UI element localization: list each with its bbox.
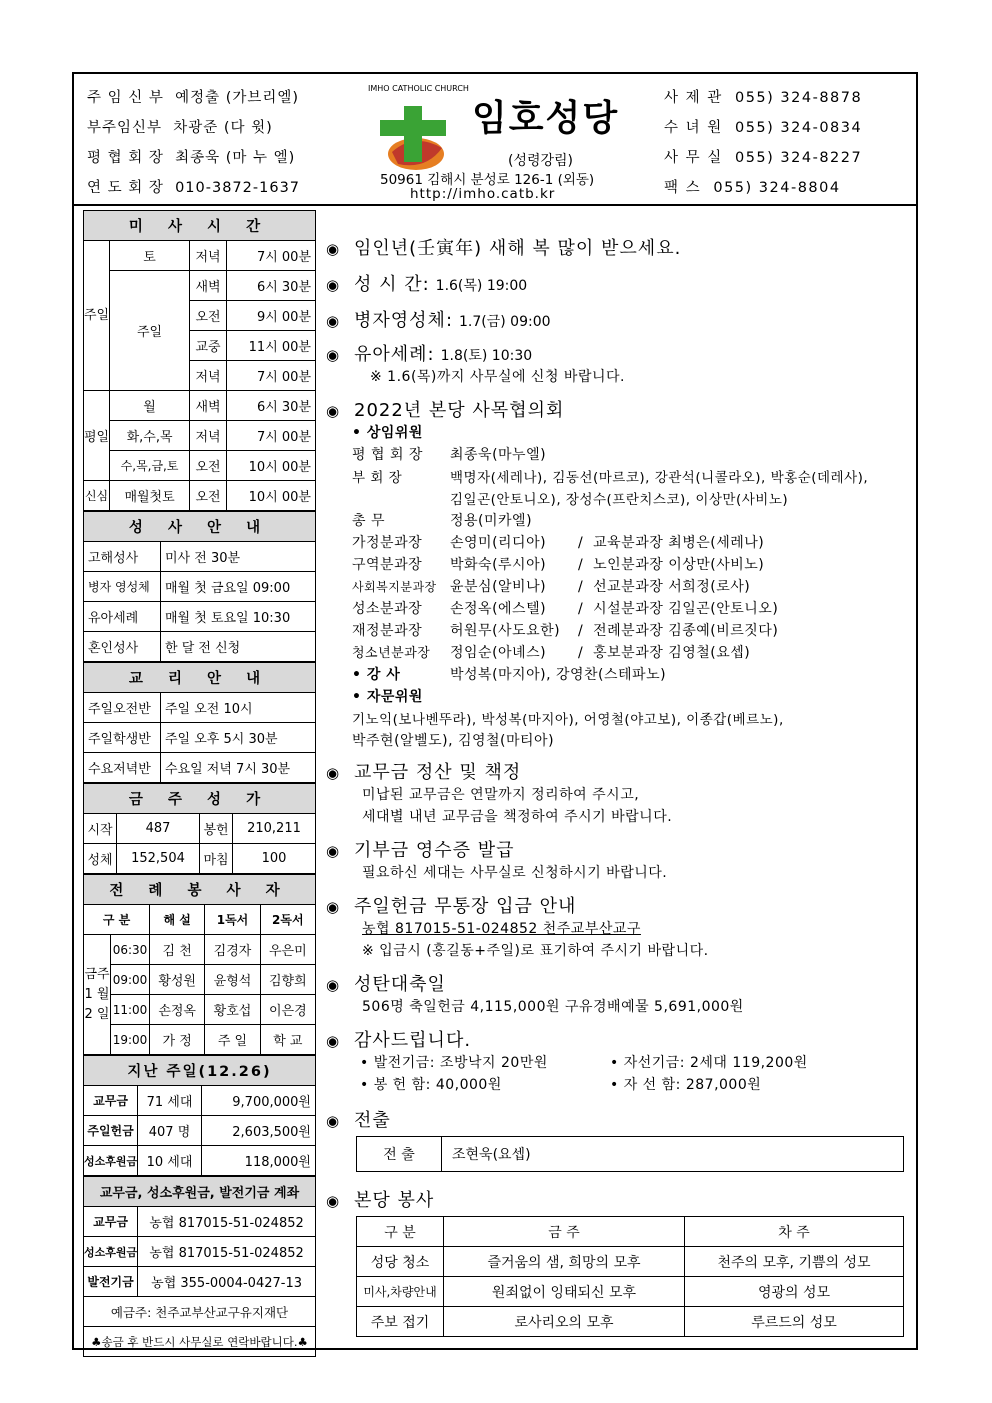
council-lecturer: • 강 사 박성복(마지아), 강영찬(스테파노) (352, 667, 667, 683)
sacrament-value: 매월 첫 금요일 09:00 (161, 572, 316, 602)
mass-slot: 새벽 (190, 391, 227, 421)
mass-slot: 저녁 (190, 241, 227, 271)
mass-time: 7시 00분 (227, 241, 316, 271)
left-column (83, 210, 316, 1357)
servers-reader1: 주 일 (205, 1025, 260, 1055)
last-week-label: 성소후원금 (84, 1146, 138, 1176)
last-week-table (83, 1055, 316, 1176)
doctrine-table (83, 662, 316, 783)
mass-day: 토 (110, 241, 190, 271)
council-line: 총 무 정용(미카엘) (352, 513, 533, 529)
servers-header: 구 분 (84, 905, 150, 935)
service-this-week: 즐거움의 샘, 희망의 모후 (444, 1247, 685, 1277)
service-kind: 미사,차량안내 (357, 1277, 444, 1307)
council-standing: • 상임위원 (352, 425, 423, 441)
council-line: 평 협 회 장 최종욱(마누엘) (352, 447, 547, 463)
hymn-table (83, 783, 316, 874)
last-week-amount: 118,000원 (201, 1146, 315, 1176)
servers-header: 1독서 (205, 905, 260, 935)
servers-reader1: 김경자 (205, 935, 260, 965)
notice-receipt: ◉ 기부금 영수증 발급 (326, 840, 515, 861)
mass-slot: 교중 (190, 331, 227, 361)
last-week-label: 교무금 (84, 1086, 138, 1116)
last-week-count: 407 명 (138, 1116, 202, 1146)
council-advisory-line: 박주현(알벨도), 김영철(마티아) (352, 733, 555, 749)
notice-service: ◉ 본당 봉사 (326, 1190, 435, 1211)
council-advisory-line: 기노익(보나벤뚜라), 박성복(마지아), 어영철(야고보), 이종갑(베르노), (352, 712, 784, 728)
devotion-group: 신심 (84, 481, 110, 511)
dues-line: 미납된 교무금은 연말까지 정리하여 주시고, (362, 787, 640, 803)
header-right-row: 수 녀 원 055) 324-0834 (664, 120, 863, 136)
hymn-value: 152,504 (117, 844, 200, 874)
servers-reader2: 김향희 (260, 965, 315, 995)
transfer-value: 조현욱(요셉) (442, 1137, 904, 1172)
hymn-title: 금 주 성 가 (84, 784, 316, 814)
account-label: 성소후원금 (84, 1237, 138, 1267)
mass-time: 11시 00분 (227, 331, 316, 361)
doctrine-value: 주일 오전 10시 (161, 693, 316, 723)
notice-newyear: ◉ 임인년(壬寅年) 새해 복 많이 받으세요. (326, 238, 682, 259)
council-dept: 재정분과장 허원무(사도요한) / 전례분과장 김종예(비르짓다) (352, 623, 779, 639)
last-week-title: 지난 주일(12.26) (84, 1056, 316, 1086)
mass-slot: 오전 (190, 481, 227, 511)
deposit-note: ※ 입금시 (홍길동+주일)로 표기하여 주시기 바랍니다. (362, 943, 709, 959)
transfer-table (356, 1136, 904, 1172)
sacrament-value: 매월 첫 토요일 10:30 (161, 602, 316, 632)
servers-reader2: 우은미 (260, 935, 315, 965)
thanks-line: • 발전기금: 조방낙지 20만원 (360, 1055, 548, 1071)
mass-slot: 저녁 (190, 361, 227, 391)
sacrament-label: 유아세례 (84, 602, 161, 632)
last-week-amount: 2,603,500원 (201, 1116, 315, 1146)
header-right-row: 사 제 관 055) 324-8878 (664, 90, 863, 106)
service-table (356, 1216, 904, 1337)
servers-title: 전 례 봉 사 자 (84, 875, 316, 905)
hymn-label: 성체 (84, 844, 117, 874)
council-dept: 구역분과장 박화숙(루시아) / 노인분과장 이상만(사비노) (352, 557, 765, 573)
hymn-value: 100 (233, 844, 316, 874)
header-left-row: 평 협 회 장 최종욱 (마 누 엘) (87, 150, 296, 166)
notice-christmas: ◉ 성탄대축일 (326, 974, 446, 995)
mass-time: 9시 00분 (227, 301, 316, 331)
service-header: 금 주 (444, 1217, 685, 1247)
mass-time: 7시 00분 (227, 361, 316, 391)
account-label: 발전기금 (84, 1267, 138, 1297)
servers-reader2: 학 교 (260, 1025, 315, 1055)
servers-reader1: 황호섭 (205, 995, 260, 1025)
church-url[interactable]: http://imho.catb.kr (410, 186, 556, 202)
notice-holy-hour: ◉ 성 시 간: 1.6(목) 19:00 (326, 274, 528, 295)
service-this-week: 원죄없이 잉태되신 모후 (444, 1277, 685, 1307)
hymn-value: 487 (117, 814, 200, 844)
doctrine-title: 교 리 안 내 (84, 663, 316, 693)
mass-day: 월 (110, 391, 190, 421)
mass-time: 6시 30분 (227, 271, 316, 301)
last-week-count: 71 세대 (138, 1086, 202, 1116)
sacrament-label: 고해성사 (84, 542, 161, 572)
servers-header: 2독서 (260, 905, 315, 935)
mass-day: 주일 (110, 271, 190, 391)
servers-commentator: 가 정 (150, 1025, 205, 1055)
last-week-amount: 9,700,000원 (201, 1086, 315, 1116)
church-subtitle: (성령강림) (508, 153, 574, 169)
mass-slot: 오전 (190, 301, 227, 331)
council-dept: 가정분과장 손영미(리디아) / 교육분과장 최병은(세레나) (352, 535, 765, 551)
hymn-label: 시작 (84, 814, 117, 844)
servers-commentator: 김 천 (150, 935, 205, 965)
sacrament-value: 한 달 전 신청 (161, 632, 316, 662)
sacrament-title: 성 사 안 내 (84, 512, 316, 542)
doctrine-value: 수요일 저녁 7시 30분 (161, 753, 316, 783)
transfer-label: 전 출 (357, 1137, 442, 1172)
notice-transfer: ◉ 전출 (326, 1110, 391, 1131)
thanks-line: • 자 선 함: 287,000원 (610, 1077, 762, 1093)
council-dept: 청소년분과장 정임순(아녜스) / 홍보분과장 김영철(요셉) (352, 645, 751, 661)
header-left-row: 부주임신부 차광준 (다 윗) (87, 120, 273, 136)
mass-title: 미 사 시 간 (84, 211, 316, 241)
sacrament-value: 미사 전 30분 (161, 542, 316, 572)
account-value: 농협 817015-51-024852 (138, 1237, 316, 1267)
mass-time: 10시 00분 (227, 451, 316, 481)
service-header: 차 주 (685, 1217, 904, 1247)
mass-time: 10시 00분 (227, 481, 316, 511)
sacrament-label: 병자 영성체 (84, 572, 161, 602)
servers-time: 19:00 (111, 1025, 150, 1055)
doctrine-label: 주일학생반 (84, 723, 161, 753)
servers-header: 해 설 (150, 905, 205, 935)
account-holder: 예금주: 천주교부산교구유지재단 (84, 1297, 316, 1327)
sacrament-label: 혼인성사 (84, 632, 161, 662)
notice-thanks: ◉ 감사드립니다. (326, 1030, 472, 1051)
servers-commentator: 황성원 (150, 965, 205, 995)
servers-time: 11:00 (111, 995, 150, 1025)
thanks-line: • 봉 헌 함: 40,000원 (360, 1077, 502, 1093)
council-advisory: • 자문위원 (352, 689, 423, 705)
service-next-week: 천주의 모후, 기쁨의 성모 (685, 1247, 904, 1277)
mass-slot: 오전 (190, 451, 227, 481)
last-week-count: 10 세대 (138, 1146, 202, 1176)
service-next-week: 루르드의 성모 (685, 1307, 904, 1337)
dues-line: 세대별 내년 교무금을 책정하여 주시기 바랍니다. (362, 809, 673, 825)
weekday-group: 평일 (84, 391, 110, 481)
servers-reader2: 이은경 (260, 995, 315, 1025)
account-label: 교무금 (84, 1207, 138, 1237)
mass-table (83, 210, 316, 511)
church-english-name: IMHO CATHOLIC CHURCH (368, 84, 469, 93)
notice-council: ◉ 2022년 본당 사목협의회 (326, 400, 565, 421)
hymn-value: 210,211 (233, 814, 316, 844)
service-kind: 주보 접기 (357, 1307, 444, 1337)
service-header: 구 분 (357, 1217, 444, 1247)
servers-group: 금주 1 월 2 일 (84, 935, 111, 1055)
servers-commentator: 손정옥 (150, 995, 205, 1025)
servers-reader1: 윤형석 (205, 965, 260, 995)
church-name: 임호성당 (472, 98, 620, 139)
notice-deposit: ◉ 주일헌금 무통장 입금 안내 (326, 896, 577, 917)
mass-time: 7시 00분 (227, 421, 316, 451)
mass-day: 화,수,목 (110, 421, 190, 451)
account-value: 농협 355-0004-0427-13 (138, 1267, 316, 1297)
deposit-account: 농협 817015-51-024852 천주교부산교구 (362, 921, 641, 937)
church-address: 50961 김해시 분성로 126-1 (외동) (380, 172, 595, 188)
mass-day: 매월첫토 (110, 481, 190, 511)
mass-day: 수,목,금,토 (110, 451, 190, 481)
mass-time: 6시 30분 (227, 391, 316, 421)
church-logo-icon (374, 102, 452, 174)
sacrament-table (83, 511, 316, 662)
mass-slot: 저녁 (190, 421, 227, 451)
hymn-label: 봉헌 (200, 814, 233, 844)
notice-infant-baptism: ◉ 유아세례: 1.8(토) 10:30 (326, 344, 533, 365)
accounts-table (83, 1176, 316, 1357)
receipt-line: 필요하신 세대는 사무실로 신청하시기 바랍니다. (362, 865, 668, 881)
mass-slot: 새벽 (190, 271, 227, 301)
service-kind: 성당 청소 (357, 1247, 444, 1277)
header-right-row: 팩 스 055) 324-8804 (664, 180, 841, 196)
account-note: ♣송금 후 반드시 사무실로 연락바랍니다.♣ (84, 1327, 316, 1357)
doctrine-label: 주일오전반 (84, 693, 161, 723)
header-left-row: 주 임 신 부 예정출 (가브리엘) (87, 90, 300, 106)
last-week-label: 주일헌금 (84, 1116, 138, 1146)
header-left-row: 연 도 회 장 010-3872-1637 (87, 180, 301, 196)
thanks-line: • 자선기금: 2세대 119,200원 (610, 1055, 808, 1071)
council-dept: 성소분과장 손정옥(에스텔) / 시설분과장 김일곤(안토니오) (352, 601, 779, 617)
council-line: 김일곤(안토니오), 장성수(프란치스코), 이상만(사비노) (450, 492, 789, 508)
doctrine-label: 수요저녁반 (84, 753, 161, 783)
notice-dues: ◉ 교무금 정산 및 책정 (326, 762, 522, 783)
notice-sick-communion: ◉ 병자영성체: 1.7(금) 09:00 (326, 310, 551, 331)
header (72, 72, 918, 206)
account-value: 농협 817015-51-024852 (138, 1207, 316, 1237)
servers-table (83, 874, 316, 1055)
accounts-title: 교무금, 성소후원금, 발전기금 계좌 (84, 1177, 316, 1207)
doctrine-value: 주일 오후 5시 30분 (161, 723, 316, 753)
servers-time: 09:00 (111, 965, 150, 995)
service-this-week: 로사리오의 모후 (444, 1307, 685, 1337)
servers-time: 06:30 (111, 935, 150, 965)
header-right-row: 사 무 실 055) 324-8227 (664, 150, 863, 166)
council-line: 부 회 장 백명자(세레나), 김동선(마르코), 강관석(니콜라오), 박홍순(데레사), (352, 470, 869, 486)
infant-note: ※ 1.6(목)까지 사무실에 신청 바랍니다. (370, 369, 625, 385)
hymn-label: 마침 (200, 844, 233, 874)
sunday-group: 주일 (84, 241, 110, 391)
service-next-week: 영광의 성모 (685, 1277, 904, 1307)
christmas-line: 506명 축일헌금 4,115,000원 구유경배예물 5,691,000원 (362, 999, 744, 1015)
council-dept: 사회복지분과장 윤분심(알비나) / 선교분과장 서희정(로사) (352, 579, 751, 595)
